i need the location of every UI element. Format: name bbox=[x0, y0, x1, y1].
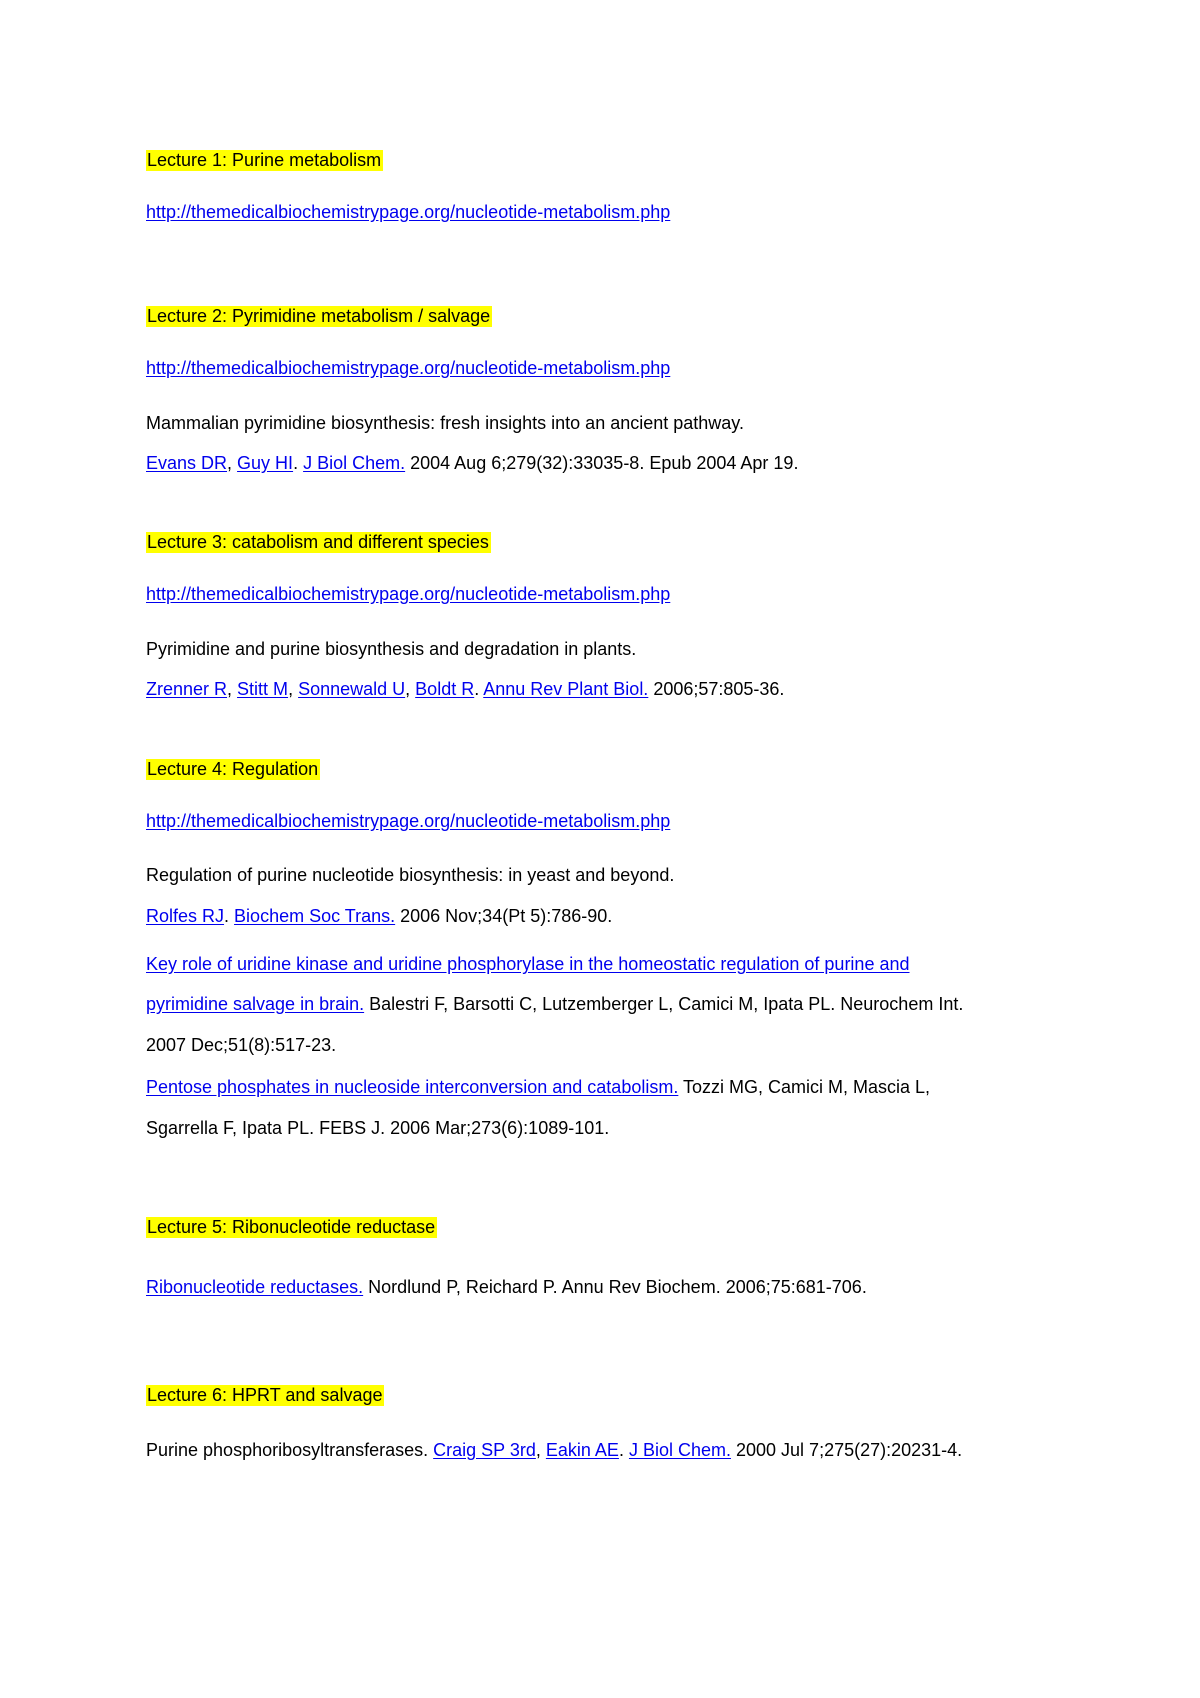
author-link-boldt[interactable]: Boldt R bbox=[415, 679, 475, 699]
ref-link-pentose-phosphates[interactable]: Pentose phosphates in nucleoside interconversion and catabolism. bbox=[146, 1077, 679, 1097]
separator: . bbox=[224, 906, 235, 926]
citation-text: Tozzi MG, Camici M, Mascia L, bbox=[678, 1077, 931, 1097]
citation-text: Nordlund P, Reichard P. Annu Rev Biochem. 2006;75:681-706. bbox=[363, 1277, 867, 1297]
separator: . bbox=[293, 453, 304, 473]
ref-link-uridine-kinase-cont[interactable]: pyrimidine salvage in brain. bbox=[146, 994, 365, 1014]
citation-text: 2006 Nov;34(Pt 5):786-90. bbox=[395, 906, 613, 926]
separator: , bbox=[535, 1440, 546, 1460]
lecture-1-url-link[interactable]: http://themedicalbiochemistrypage.org/nucleotide-metabolism.php bbox=[146, 202, 671, 222]
lecture-5-heading: Lecture 5: Ribonucleotide reductase bbox=[147, 1217, 436, 1237]
lecture-1-heading-line bbox=[146, 148, 383, 172]
lecture-4-ref2-line-2 bbox=[146, 992, 963, 1016]
citation-text: Balestri F, Barsotti C, Lutzemberger L, Camici M, Ipata PL. Neurochem Int. bbox=[364, 994, 964, 1014]
author-link-zrenner[interactable]: Zrenner R bbox=[146, 679, 228, 699]
lecture-4-heading: Lecture 4: Regulation bbox=[147, 759, 319, 779]
separator: , bbox=[227, 453, 238, 473]
lecture-5-heading-line bbox=[146, 1215, 437, 1239]
lecture-5-ref-line bbox=[146, 1275, 867, 1299]
author-link-sonnewald[interactable]: Sonnewald U bbox=[298, 679, 406, 699]
lecture-1-heading: Lecture 1: Purine metabolism bbox=[147, 150, 382, 170]
citation-text: 2004 Aug 6;279(32):33035-8. Epub 2004 Apr 19. bbox=[405, 453, 799, 473]
journal-link-jbc[interactable]: J Biol Chem. bbox=[628, 1440, 731, 1460]
lecture-3-ref-citation-line bbox=[146, 677, 784, 701]
journal-link-jbc[interactable]: J Biol Chem. bbox=[303, 453, 406, 473]
lecture-2-ref-title: Mammalian pyrimidine biosynthesis: fresh insights into an ancient pathway. bbox=[146, 413, 744, 433]
lecture-4-ref3-line-2: Sgarrella F, Ipata PL. FEBS J. 2006 Mar;273(6):1089-101. bbox=[146, 1118, 610, 1138]
lecture-3-url-link[interactable]: http://themedicalbiochemistrypage.org/nucleotide-metabolism.php bbox=[146, 584, 671, 604]
lecture-2-heading: Lecture 2: Pyrimidine metabolism / salvage bbox=[147, 306, 491, 326]
separator: , bbox=[227, 679, 238, 699]
author-link-rolfes[interactable]: Rolfes RJ bbox=[146, 906, 225, 926]
journal-link-annu-rev-plant-biol[interactable]: Annu Rev Plant Biol. bbox=[483, 679, 649, 699]
lecture-6-ref-line bbox=[146, 1438, 962, 1462]
lecture-4-ref2-line-3: 2007 Dec;51(8):517-23. bbox=[146, 1035, 337, 1055]
citation-text: 2006;57:805-36. bbox=[648, 679, 785, 699]
lecture-1-url-line bbox=[146, 200, 670, 224]
ref-title: Purine phosphoribosyltransferases. bbox=[146, 1440, 434, 1460]
author-link-guy[interactable]: Guy HI bbox=[237, 453, 294, 473]
lecture-4-url-line bbox=[146, 809, 670, 833]
lecture-2-url-line bbox=[146, 356, 670, 380]
lecture-4-heading-line bbox=[146, 757, 320, 781]
separator: , bbox=[405, 679, 416, 699]
lecture-3-heading: Lecture 3: catabolism and different species bbox=[147, 532, 489, 552]
lecture-2-ref-citation-line bbox=[146, 451, 798, 475]
ref-link-ribonucleotide-reductases[interactable]: Ribonucleotide reductases. bbox=[146, 1277, 364, 1297]
journal-link-biochem-soc-trans[interactable]: Biochem Soc Trans. bbox=[234, 906, 396, 926]
lecture-2-heading-line bbox=[146, 304, 492, 328]
lecture-4-ref3-line-1 bbox=[146, 1075, 930, 1099]
lecture-4-ref1-citation-line bbox=[146, 904, 612, 928]
lecture-4-ref1-title: Regulation of purine nucleotide biosynthesis: in yeast and beyond. bbox=[146, 865, 675, 885]
author-link-stitt[interactable]: Stitt M bbox=[237, 679, 289, 699]
lecture-3-url-line bbox=[146, 582, 670, 606]
lecture-2-url-link[interactable]: http://themedicalbiochemistrypage.org/nucleotide-metabolism.php bbox=[146, 358, 671, 378]
author-link-eakin[interactable]: Eakin AE bbox=[545, 1440, 619, 1460]
separator: . bbox=[618, 1440, 629, 1460]
lecture-4-ref2-line-1 bbox=[146, 952, 910, 976]
lecture-3-heading-line bbox=[146, 530, 491, 554]
lecture-6-heading: Lecture 6: HPRT and salvage bbox=[147, 1385, 383, 1405]
author-link-evans[interactable]: Evans DR bbox=[146, 453, 228, 473]
citation-text: 2000 Jul 7;275(27):20231-4. bbox=[731, 1440, 963, 1460]
lecture-4-url-link[interactable]: http://themedicalbiochemistrypage.org/nucleotide-metabolism.php bbox=[146, 811, 671, 831]
separator: . bbox=[474, 679, 484, 699]
ref-link-uridine-kinase[interactable]: Key role of uridine kinase and uridine phosphorylase in the homeostatic regulation of purine and bbox=[146, 954, 910, 974]
author-link-craig[interactable]: Craig SP 3rd bbox=[433, 1440, 536, 1460]
lecture-3-ref-title: Pyrimidine and purine biosynthesis and degradation in plants. bbox=[146, 639, 637, 659]
lecture-6-heading-line bbox=[146, 1383, 384, 1407]
separator: , bbox=[288, 679, 299, 699]
